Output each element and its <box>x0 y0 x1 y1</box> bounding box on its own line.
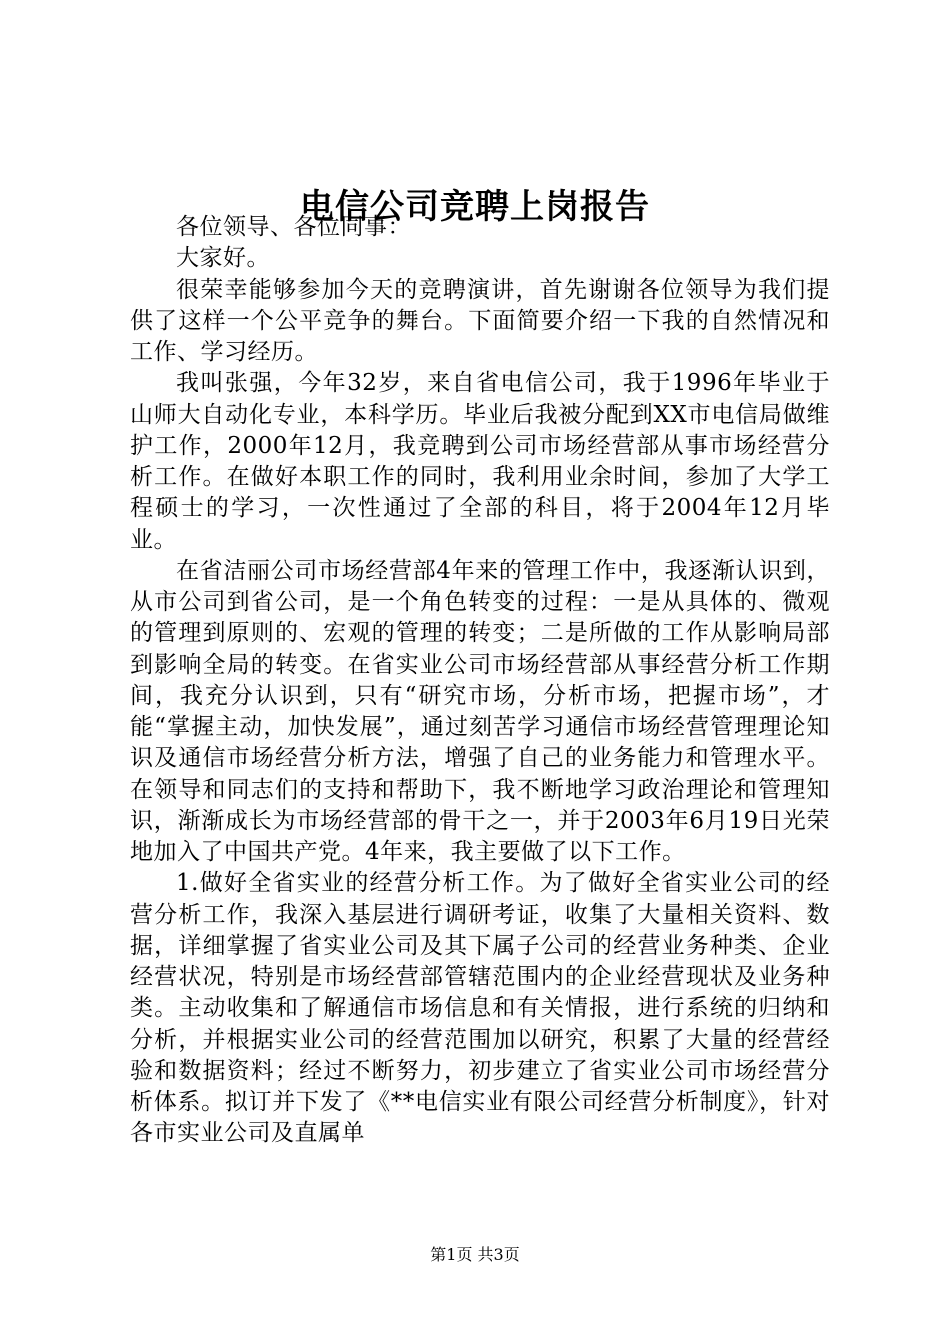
greeting-paragraph: 大家好。 <box>176 245 270 272</box>
document-body <box>130 212 830 1150</box>
intro-paragraph: 很荣幸能够参加今天的竞聘演讲，首先谢谢各位领导为我们提供了这样一个公平竞争的舞台。下面简要介绍一下我的自然情况和工作、学习经历。 <box>130 276 830 365</box>
document-title: 电信公司竞聘上岗报告 <box>300 187 650 227</box>
page-footer: 第1页 共3页 <box>430 1245 520 1264</box>
work-item-paragraph: 1.做好全省实业的经营分析工作。为了做好全省实业公司的经营分析工作，我深入基层进行调研考证，收集了大量相关资料、数据，详细掌握了省实业公司及其下属子公司的经营业务种类、企业经营状况，特别是市场经营部管辖范围内的企业经营现状及业务种类。主动收集和了解通信市场信息和有关情报，进行系统的归纳和分析，并根据实业公司的经营范围加以研究，积累了大量的经营经验和数据资料；经过不断努力，初步建立了省实业公司市场经营分析体系。拟订并下发了《**电信实业有限公司经营分析制度》，针对各市实业公司及直属单 <box>130 870 830 1147</box>
experience-paragraph: 在省洁丽公司市场经营部4年来的管理工作中，我逐渐认识到，从市公司到省公司，是一个角色转变的过程：一是从具体的、微观的管理到原则的、宏观的管理的转变；二是所做的工作从影响局部到影响全局的转变。在省实业公司市场经营部从事经营分析工作期间，我充分认识到，只有“研究市场，分析市场，把握市场”，才能“掌握主动，加快发展”，通过刻苦学习通信市场经营管理理论知识及通信市场经营分析方法，增强了自己的业务能力和管理水平。在领导和同志们的支持和帮助下，我不断地学习政治理论和管理知识，渐渐成长为市场经营部的骨干之一，并于2003年6月19日光荣地加入了中国共产党。4年来，我主要做了以下工作。 <box>130 557 830 865</box>
background-paragraph: 我叫张强，今年32岁，来自省电信公司，我于1996年毕业于山师大自动化专业，本科学历。毕业后我被分配到XX市电信局做维护工作，2000年12月，我竞聘到公司市场经营部从事市场经营分析工作。在做好本职工作的同时，我利用业余时间，参加了大学工程硕士的学习，一次性通过了全部的科目，将于2004年12月毕业。 <box>130 370 830 553</box>
salutation-paragraph: 各位领导、各位同事： <box>176 214 411 240</box>
